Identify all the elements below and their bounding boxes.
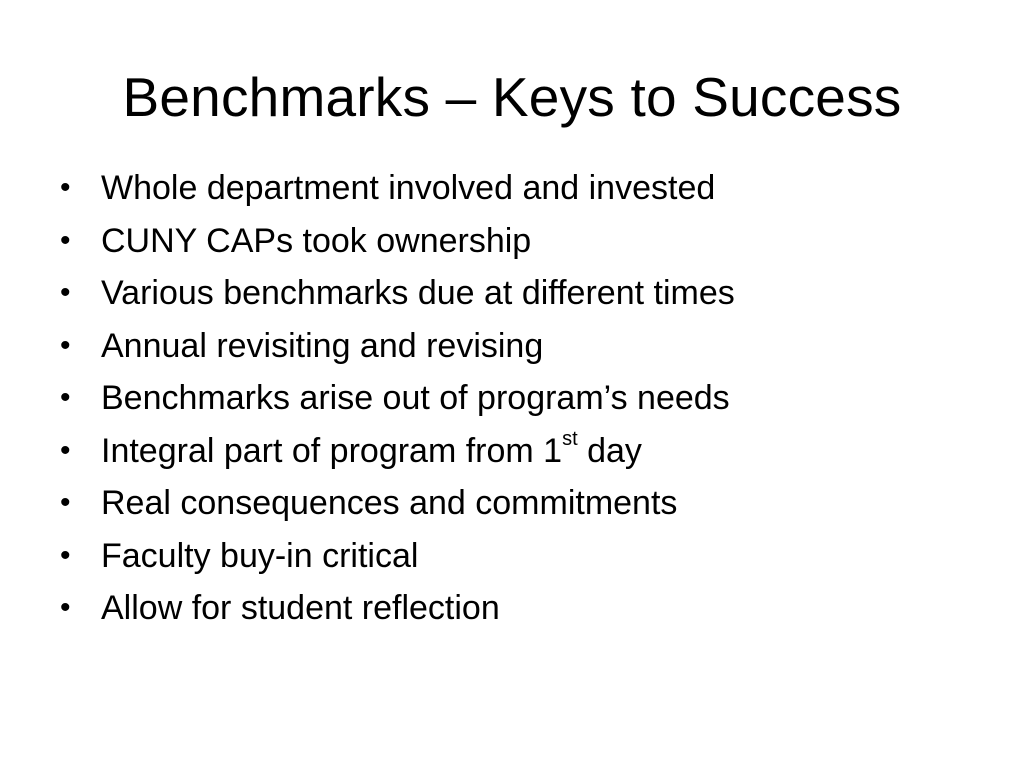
bullet-dot-icon: • (60, 591, 71, 624)
bullet-dot-icon: • (60, 223, 71, 257)
bullet-text-part: Integral part of program from 1 (101, 431, 563, 470)
ordinal-superscript: st (562, 428, 578, 451)
bullet-text-with-superscript (101, 429, 642, 473)
bullet-item (60, 271, 980, 324)
bullet-dot-icon: • (60, 433, 71, 467)
bullet-text-part: day (577, 431, 642, 470)
bullet-dot-icon: • (60, 381, 71, 414)
bullet-text: Faculty buy-in critical (101, 536, 419, 575)
bullet-item (60, 481, 980, 534)
bullet-dot-icon: • (60, 276, 71, 309)
bullet-text: Allow for student reflection (101, 589, 500, 627)
bullet-item (60, 219, 980, 272)
bullet-text: CUNY CAPs took ownership (101, 221, 532, 260)
bullet-text: Various benchmarks due at different times (101, 274, 735, 312)
bullet-item (60, 324, 980, 377)
bullet-dot-icon: • (60, 486, 71, 519)
bullet-item (60, 376, 980, 429)
bullet-item (60, 534, 980, 587)
bullet-text: Benchmarks arise out of program’s needs (101, 379, 730, 417)
bullet-text: Whole department involved and invested (101, 169, 716, 207)
bullet-dot-icon: • (60, 328, 71, 362)
bullet-item (60, 586, 980, 639)
bullet-list (60, 166, 980, 639)
bullet-item (60, 429, 980, 482)
bullet-text: Annual revisiting and revising (101, 326, 544, 365)
bullet-dot-icon: • (60, 538, 71, 572)
bullet-text: Real consequences and commitments (101, 484, 678, 522)
slide-title: Benchmarks – Keys to Success (122, 66, 902, 128)
bullet-item (60, 166, 980, 219)
bullet-dot-icon: • (60, 171, 71, 204)
